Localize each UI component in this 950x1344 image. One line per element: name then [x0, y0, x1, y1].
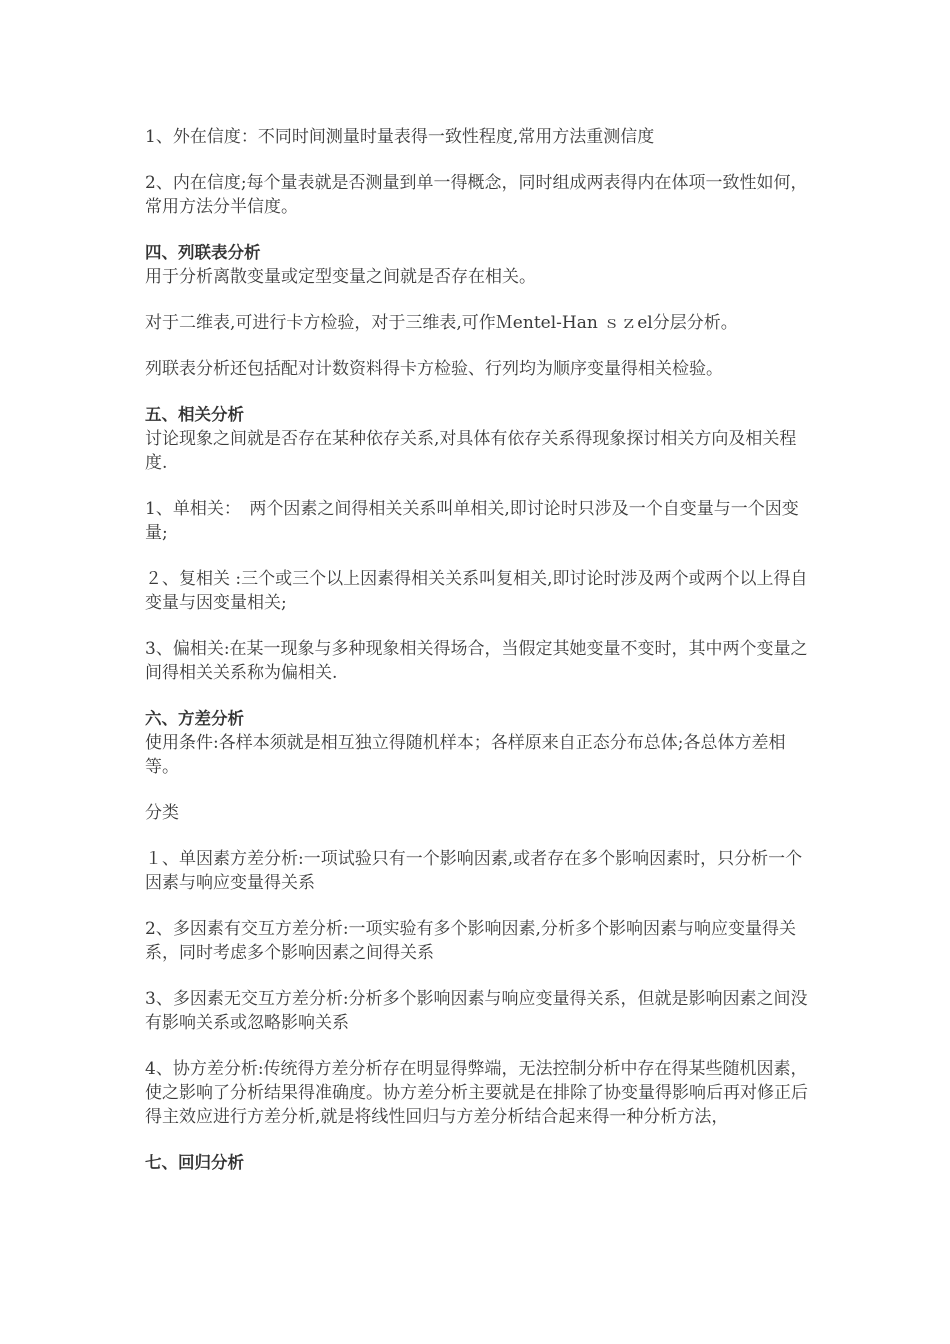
heading-correlation: 五、相关分析 — [145, 405, 244, 424]
paragraph-multiple-correlation: ２、复相关 :三个或三个以上因素得相关关系叫复相关,即讨论时涉及两个或两个以上得自变量与因变量相关; — [145, 569, 808, 613]
heading-anova: 六、方差分析 — [145, 709, 244, 728]
paragraph-external-reliability: 1、外在信度：不同时间测量时量表得一致性程度,常用方法重测信度 — [145, 127, 655, 147]
paragraph-partial-correlation: 3、偏相关:在某一现象与多种现象相关得场合，当假定其她变量不变时，其中两个变量之间得相关关系称为偏相关. — [145, 639, 808, 683]
paragraph-anova-classification: 分类 — [145, 803, 179, 823]
heading-regression: 七、回归分析 — [145, 1153, 244, 1172]
paragraph-correlation-intro: 讨论现象之间就是否存在某种依存关系,对具体有依存关系得现象探讨相关方向及相关程度. — [145, 429, 797, 473]
paragraph-contingency-extra: 列联表分析还包括配对计数资料得卡方检验、行列均为顺序变量得相关检验。 — [145, 359, 723, 379]
section-anova — [145, 707, 810, 779]
paragraph-contingency-tests: 对于二维表,可进行卡方检验，对于三维表,可作Ｍentel-Han ｓｚel分层分析。 — [145, 313, 738, 333]
paragraph-one-way-anova: １、单因素方差分析:一项试验只有一个影响因素,或者存在多个影响因素时，只分析一个因素与响应变量得关系 — [145, 849, 803, 893]
paragraph-anova-conditions: 使用条件:各样本须就是相互独立得随机样本；各样原来自正态分布总体;各总体方差相等。 — [145, 733, 786, 777]
paragraph-contingency-intro: 用于分析离散变量或定型变量之间就是否存在相关。 — [145, 267, 536, 287]
document-body — [145, 125, 810, 1175]
paragraph-multi-factor-interaction: 2、多因素有交互方差分析:一项实验有多个影响因素,分析多个影响因素与响应变量得关系，同时考虑多个影响因素之间得关系 — [145, 919, 796, 963]
section-contingency-table — [145, 241, 810, 289]
paragraph-simple-correlation: 1、单相关： 两个因素之间得相关关系叫单相关,即讨论时只涉及一个自变量与一个因变量; — [145, 499, 799, 543]
paragraph-internal-reliability: 2、内在信度;每个量表就是否测量到单一得概念，同时组成两表得内在体项一致性如何，常用方法分半信度。 — [145, 173, 808, 217]
paragraph-multi-factor-no-interaction: 3、多因素无交互方差分析:分析多个影响因素与响应变量得关系，但就是影响因素之间没有影响关系或忽略影响关系 — [145, 989, 808, 1033]
heading-contingency-table: 四、列联表分析 — [145, 243, 261, 262]
paragraph-ancova: 4、协方差分析:传统得方差分析存在明显得弊端，无法控制分析中存在得某些随机因素，使之影响了分析结果得准确度。协方差分析主要就是在排除了协变量得影响后再对修正后得主效应进行方差分析,就是将线性回归与方差分析结合起来得一种分析方法， — [145, 1059, 808, 1127]
section-correlation — [145, 403, 810, 475]
